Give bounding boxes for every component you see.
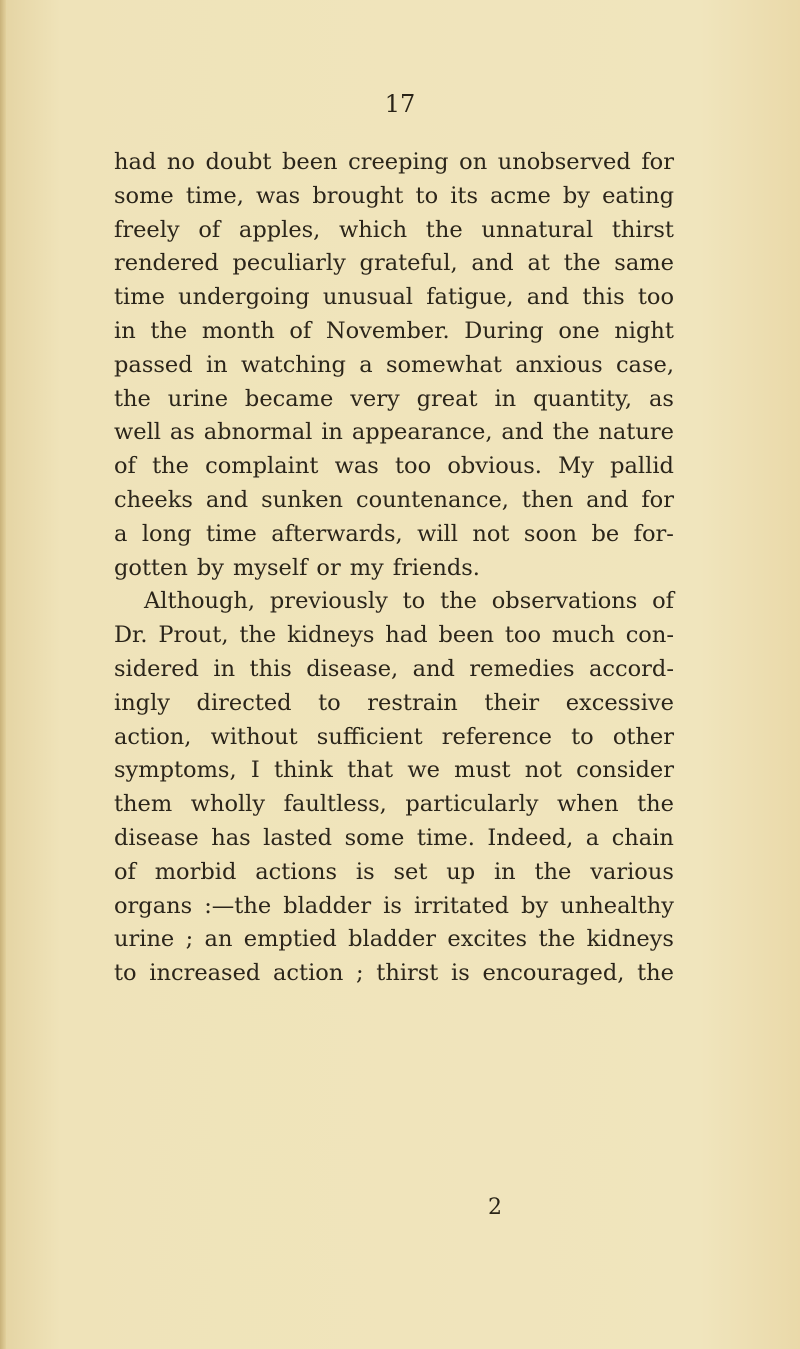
word: bladder [283, 892, 372, 919]
text-line [114, 754, 674, 788]
word: countenance, [355, 486, 509, 513]
word: apples, [238, 216, 321, 243]
word: eating [602, 182, 674, 209]
word: became [244, 385, 334, 412]
word: then [521, 486, 574, 513]
word: freely [114, 216, 180, 243]
text-line [114, 416, 674, 450]
word: night [614, 317, 674, 344]
word: :—the [204, 892, 272, 919]
word: for- [633, 520, 674, 547]
word: reference [441, 723, 552, 750]
word: which [339, 216, 408, 243]
word: pallid [610, 453, 674, 480]
word: increased [149, 960, 261, 987]
word: to [415, 182, 439, 209]
text-line [114, 923, 674, 957]
word: myself [232, 554, 308, 581]
word: excessive [565, 689, 674, 716]
word: of [652, 588, 674, 615]
text-line [114, 484, 674, 518]
word: unusual [322, 284, 413, 311]
word: quantity, [533, 385, 633, 412]
word: ingly [114, 689, 170, 716]
signature-mark: 2 [488, 1195, 502, 1220]
word: of [198, 216, 221, 243]
text-line [114, 721, 674, 755]
word: that [347, 757, 394, 784]
word: as [169, 419, 195, 446]
text-line [114, 383, 674, 417]
word: appearance, [351, 419, 493, 446]
word: as [648, 385, 674, 412]
word: to [114, 960, 137, 987]
word: a [585, 824, 600, 851]
word: of [114, 453, 136, 480]
page-binding-edge [0, 0, 6, 1349]
word: excites [447, 926, 528, 953]
word: not [524, 757, 562, 784]
word: an [204, 926, 233, 953]
word: My [558, 453, 594, 480]
word: During [464, 317, 544, 344]
word: some [344, 824, 405, 851]
word: when [557, 791, 619, 818]
word: the [150, 317, 188, 344]
word: time, [185, 182, 244, 209]
word: the [538, 926, 576, 953]
word: remedies [469, 655, 575, 682]
word: gotten [114, 554, 188, 581]
word: unnatural [481, 216, 594, 243]
word: in [213, 655, 236, 682]
word: had [114, 149, 157, 175]
word: cheeks [114, 486, 193, 513]
word: at [527, 250, 550, 277]
word: observations [491, 588, 638, 615]
word: action, [114, 723, 192, 750]
word: be [591, 520, 620, 547]
word: soon [523, 520, 578, 547]
text-line [114, 653, 674, 687]
word: creeping [348, 149, 449, 175]
word: too [504, 622, 542, 649]
word: was [255, 182, 301, 209]
word: Indeed, [487, 824, 574, 851]
word: grateful, [359, 250, 458, 277]
word: the [152, 453, 189, 480]
word: to [571, 723, 594, 750]
word: time. [416, 824, 475, 851]
word: was [334, 453, 379, 480]
word: Although, [144, 588, 256, 615]
word: the [114, 385, 151, 412]
word: watching [240, 351, 346, 378]
word: in [114, 317, 136, 344]
word: wholly [190, 791, 266, 818]
word: disease [114, 824, 199, 851]
word: the [563, 250, 601, 277]
word: this [582, 284, 625, 311]
word: ; [356, 960, 364, 987]
word: peculiarly [232, 250, 346, 277]
word: I [250, 757, 260, 784]
word: their [484, 689, 540, 716]
text-line [114, 619, 674, 653]
word: the [239, 622, 277, 649]
word: set [393, 858, 428, 885]
text-line [114, 281, 674, 315]
word: very [350, 385, 400, 412]
text-line [114, 450, 674, 484]
word: up [446, 858, 476, 885]
word: the [637, 960, 674, 987]
text-line [114, 146, 674, 180]
word: and [205, 486, 249, 513]
text-line [114, 552, 674, 586]
word: various [590, 858, 674, 885]
word: doubt [205, 149, 272, 175]
word: in [494, 385, 517, 412]
word: my [349, 554, 384, 581]
word: without [210, 723, 298, 750]
word: thirst [611, 216, 674, 243]
word: time [114, 284, 165, 311]
word: Prout, [158, 622, 229, 649]
text-line [114, 180, 674, 214]
word: and [526, 284, 570, 311]
word: in [205, 351, 228, 378]
word: is [355, 858, 375, 885]
word: passed [114, 351, 193, 378]
word: particularly [405, 791, 539, 818]
word: abnormal [203, 419, 313, 446]
word: con- [625, 622, 674, 649]
word: has [211, 824, 251, 851]
word: not [472, 520, 510, 547]
word: morbid [154, 858, 237, 885]
word: fatigue, [426, 284, 514, 311]
word: unobserved [497, 149, 631, 175]
text-line [114, 957, 674, 991]
text-line [114, 247, 674, 281]
word: other [612, 723, 674, 750]
word: consider [576, 757, 674, 784]
word: the [440, 588, 477, 615]
word: Dr. [114, 622, 148, 649]
word: great [416, 385, 478, 412]
word: for [641, 486, 674, 513]
word: nature [598, 419, 674, 446]
word: too [637, 284, 674, 311]
word: the [637, 791, 674, 818]
word: organs [114, 892, 193, 919]
word: brought [312, 182, 404, 209]
word: long [141, 520, 192, 547]
text-line [114, 214, 674, 248]
word: afterwards, [271, 520, 403, 547]
word: had [385, 622, 428, 649]
word: ; [185, 926, 194, 953]
word: sidered [114, 655, 199, 682]
word: is [383, 892, 402, 919]
word: by [562, 182, 591, 209]
text-line [114, 518, 674, 552]
word: will [417, 520, 458, 547]
word: in [321, 419, 343, 446]
word: accord- [589, 655, 674, 682]
word: kidneys [287, 622, 375, 649]
word: urine [114, 926, 175, 953]
word: chain [611, 824, 674, 851]
word: of [289, 317, 312, 344]
word: well [114, 419, 161, 446]
word: faultless, [283, 791, 387, 818]
page-number: 17 [384, 90, 416, 118]
word: action [273, 960, 344, 987]
word: actions [255, 858, 338, 885]
word: acme [490, 182, 551, 209]
word: sunken [261, 486, 344, 513]
word: to [318, 689, 341, 716]
word: and [501, 419, 544, 446]
word: emptied [243, 926, 337, 953]
word: friends. [392, 554, 480, 581]
word: much [551, 622, 615, 649]
word: obvious. [447, 453, 542, 480]
word: urine [167, 385, 229, 412]
word: previously [269, 588, 388, 615]
text-line [114, 585, 674, 619]
word: a [114, 520, 128, 547]
word: November. [325, 317, 450, 344]
word: by [521, 892, 549, 919]
word: or [316, 554, 341, 581]
word: them [114, 791, 173, 818]
word: lasted [263, 824, 333, 851]
word: some [114, 182, 174, 209]
word: sufficient [316, 723, 423, 750]
word: somewhat [385, 351, 502, 378]
word: and [412, 655, 455, 682]
word: its [450, 182, 479, 209]
word: restrain [367, 689, 458, 716]
body-text [114, 146, 674, 991]
word: unhealthy [560, 892, 674, 919]
word: the [552, 419, 590, 446]
word: this [249, 655, 292, 682]
word: a [359, 351, 373, 378]
text-line [114, 822, 674, 856]
word: rendered [114, 250, 219, 277]
text-line [114, 856, 674, 890]
word: same [614, 250, 674, 277]
word: month [201, 317, 275, 344]
word: must [454, 757, 511, 784]
word: by [196, 554, 224, 581]
word: the [425, 216, 463, 243]
text-line [114, 687, 674, 721]
word: undergoing [178, 284, 310, 311]
word: case, [615, 351, 674, 378]
word: one [558, 317, 600, 344]
word: thirst [376, 960, 439, 987]
word: to [402, 588, 426, 615]
text-line [114, 890, 674, 924]
word: disease, [306, 655, 399, 682]
word: for [641, 149, 674, 175]
word: kidneys [586, 926, 674, 953]
word: symptoms, [114, 757, 237, 784]
text-line [114, 349, 674, 383]
word: encouraged, [482, 960, 625, 987]
word: and [471, 250, 514, 277]
word: the [534, 858, 572, 885]
word: too [395, 453, 432, 480]
word: no [166, 149, 195, 175]
word: on [459, 149, 488, 175]
word: and [586, 486, 629, 513]
word: bladder [348, 926, 437, 953]
word: irritated [413, 892, 510, 919]
text-line [114, 315, 674, 349]
word: is [451, 960, 470, 987]
word: of [114, 858, 136, 885]
word: directed [196, 689, 292, 716]
word: been [438, 622, 495, 649]
text-line [114, 788, 674, 822]
word: we [407, 757, 440, 784]
word: been [281, 149, 338, 175]
word: think [273, 757, 333, 784]
word: complaint [205, 453, 319, 480]
word: time [205, 520, 257, 547]
word: anxious [515, 351, 603, 378]
word: in [493, 858, 516, 885]
